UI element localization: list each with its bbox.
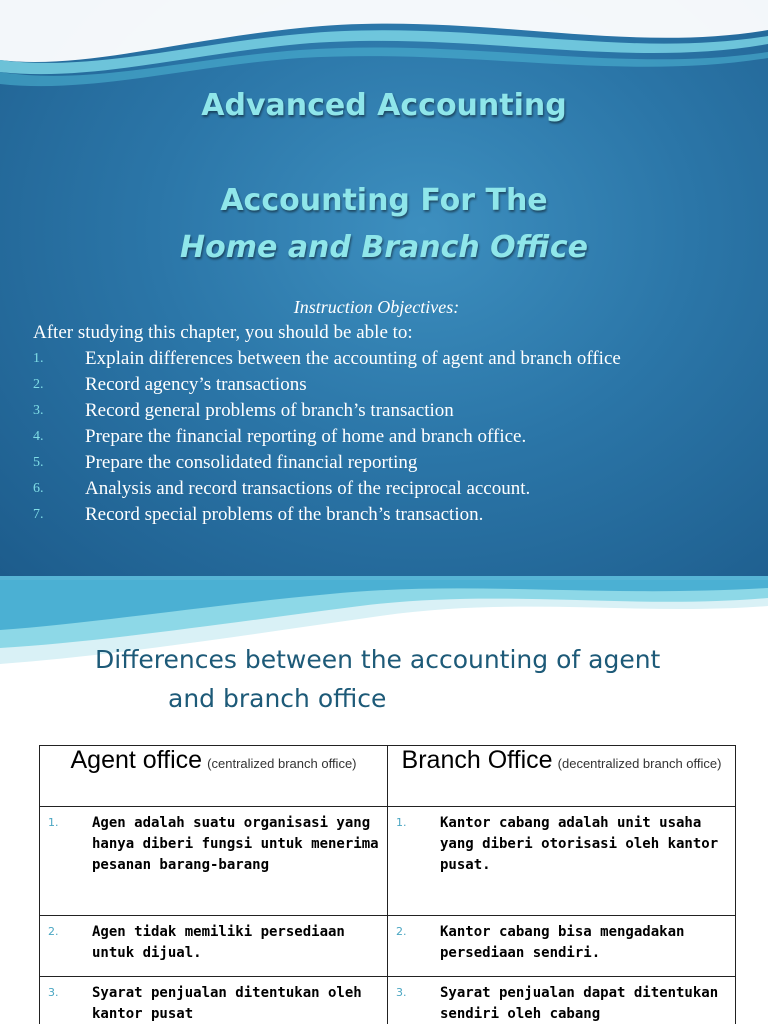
branch-office-subtitle: (decentralized branch office): [557, 756, 722, 771]
list-item: [33, 398, 753, 424]
agent-text: Agen adalah suatu organisasi yang hanya diberi fungsi untuk menerima pesanan barang-barang: [92, 815, 379, 873]
list-item: [33, 372, 753, 398]
table-header-row: [40, 746, 736, 807]
branch-text: Syarat penjualan dapat ditentukan sendiri oleh cabang: [440, 985, 719, 1022]
slide-subtitle-italic: Home and Branch Office: [180, 230, 588, 265]
agent-cell: [40, 916, 388, 977]
list-number: 3.: [33, 403, 44, 418]
objectives-heading: Instruction Objectives:: [293, 297, 460, 317]
list-number: 6.: [33, 481, 44, 496]
branch-cell: [388, 916, 736, 977]
slide-subtitle: Accounting For The: [220, 183, 548, 218]
row-number: 1.: [396, 816, 407, 829]
list-text: Explain differences between the accounting of agent and branch office: [85, 348, 621, 369]
agent-office-header: [40, 746, 388, 807]
slide-title: [95, 640, 755, 718]
branch-text: Kantor cabang bisa mengadakan persediaan sendiri.: [440, 924, 685, 961]
branch-cell: [388, 977, 736, 1024]
table-row: [40, 916, 736, 977]
list-number: 2.: [33, 377, 44, 392]
row-number: 2.: [48, 925, 59, 938]
list-number: 7.: [33, 507, 44, 522]
comparison-table: [39, 745, 736, 1024]
agent-text: Agen tidak memiliki persediaan untuk dijual.: [92, 924, 345, 961]
table-row: [40, 977, 736, 1024]
objectives-list: [33, 346, 753, 528]
list-number: 4.: [33, 429, 44, 444]
objectives-intro: After studying this chapter, you should be able to:: [33, 322, 413, 343]
branch-cell: [388, 807, 736, 916]
row-number: 1.: [48, 816, 59, 829]
list-text: Prepare the consolidated financial reporting: [85, 452, 418, 473]
slide-title: Advanced Accounting: [201, 88, 567, 123]
agent-cell: [40, 977, 388, 1024]
list-text: Record agency’s transactions: [85, 374, 307, 395]
list-item: [33, 450, 753, 476]
list-item: [33, 424, 753, 450]
list-text: Record general problems of branch’s transaction: [85, 400, 454, 421]
row-number: 2.: [396, 925, 407, 938]
agent-office-subtitle: (centralized branch office): [207, 756, 357, 771]
wave-decoration: [0, 0, 768, 100]
list-number: 5.: [33, 455, 44, 470]
objectives-block: [33, 296, 753, 528]
branch-text: Kantor cabang adalah unit usaha yang diberi otorisasi oleh kantor pusat.: [440, 815, 719, 873]
list-text: Record special problems of the branch’s transaction.: [85, 504, 484, 525]
list-number: 1.: [33, 351, 44, 366]
branch-office-header: [388, 746, 736, 807]
row-number: 3.: [48, 986, 59, 999]
list-item: [33, 502, 753, 528]
list-item: [33, 476, 753, 502]
agent-cell: [40, 807, 388, 916]
list-text: Analysis and record transactions of the reciprocal account.: [85, 478, 531, 499]
list-item: [33, 346, 753, 372]
branch-office-title: Branch Office: [401, 746, 553, 774]
agent-office-title: Agent office: [70, 746, 203, 774]
slide-title-line-2: and branch office: [168, 684, 387, 713]
slide-title-line-1: Differences between the accounting of agent: [95, 645, 661, 674]
slide-2: [0, 576, 768, 1024]
list-text: Prepare the financial reporting of home and branch office.: [85, 426, 527, 447]
row-number: 3.: [396, 986, 407, 999]
agent-text: Syarat penjualan ditentukan oleh kantor pusat: [92, 985, 362, 1022]
table-row: [40, 807, 736, 916]
